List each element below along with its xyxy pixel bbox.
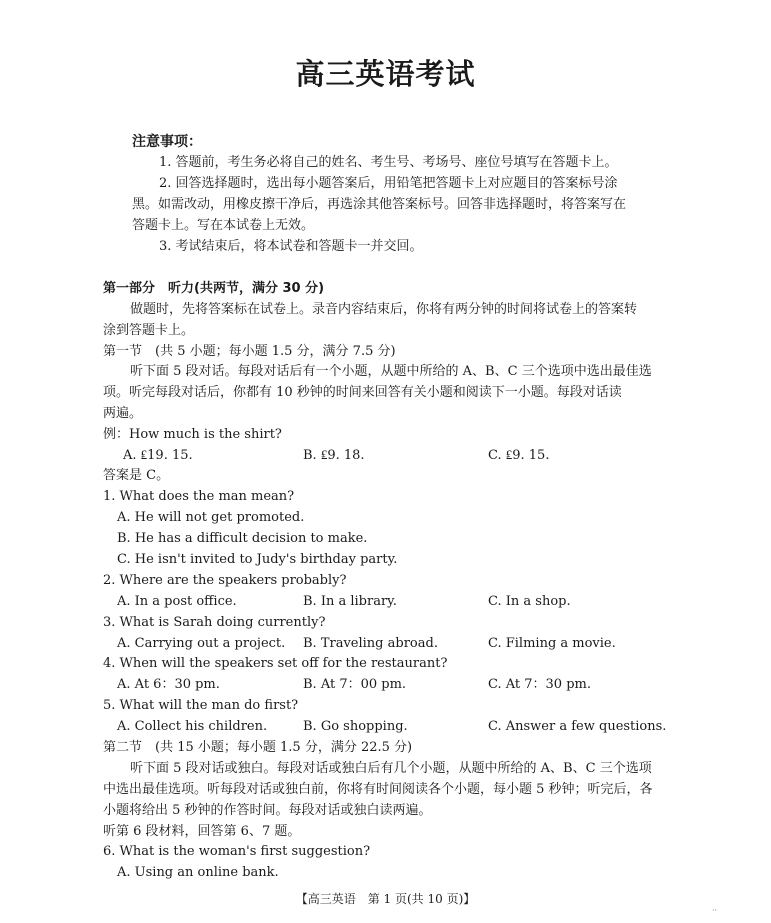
example-option-b: B. ₤9. 18. [303, 448, 365, 463]
question-2-option-a: A. In a post office. [117, 594, 237, 609]
question-3-option-a: A. Carrying out a project. [117, 636, 286, 651]
question-1-stem: 1. What does the man mean? [103, 489, 295, 504]
section2-intro-line-2: 中选出最佳选项。听每段对话或独白前，你将有时间阅读各个小题，每小题 5 秒钟；听完后，各 [103, 782, 653, 797]
part1-intro-line-1: 做题时，先将答案标在试卷上。录音内容结束后，你将有两分钟的时间将试卷上的答案转 [130, 302, 638, 317]
question-6-option-a: A. Using an online bank. [117, 865, 279, 880]
question-4-option-a: A. At 6：30 pm. [117, 677, 220, 692]
question-6-stem: 6. What is the woman's first suggestion? [103, 844, 371, 859]
example-question: 例：How much is the shirt? [103, 427, 282, 442]
section1-intro-line-1: 听下面 5 段对话。每段对话后有一个小题，从题中所给的 A、B、C 三个选项中选出最佳选 [130, 364, 652, 379]
part1-intro-line-2: 涂到答题卡上。 [103, 323, 195, 338]
notice-item-2-line-1: 2. 回答选择题时，选出每小题答案后，用铅笔把答题卡上对应题目的答案标号涂 [159, 176, 618, 191]
question-5-stem: 5. What will the man do first? [103, 698, 299, 713]
question-4-stem: 4. When will the speakers set off for the restaurant? [103, 656, 448, 671]
question-5-option-b: B. Go shopping. [303, 719, 408, 734]
question-3-option-b: B. Traveling abroad. [303, 636, 438, 651]
corner-mark: ·· [712, 906, 718, 915]
question-1-option-b: B. He has a difficult decision to make. [117, 531, 368, 546]
question-2-option-c: C. In a shop. [488, 594, 571, 609]
example-answer: 答案是 C。 [103, 468, 170, 483]
question-3-stem: 3. What is Sarah doing currently? [103, 615, 326, 630]
page-footer: 【高三英语 第 1 页(共 10 页)】 [295, 892, 476, 906]
notice-item-2-line-3: 答题卡上。写在本试卷上无效。 [132, 218, 315, 233]
notice-item-1: 1. 答题前，考生务必将自己的姓名、考生号、考场号、座位号填写在答题卡上。 [159, 155, 618, 170]
notice-item-3: 3. 考试结束后，将本试卷和答题卡一并交回。 [159, 239, 423, 254]
section1-heading: 第一节 (共 5 小题；每小题 1.5 分，满分 7.5 分) [103, 344, 396, 359]
question-4-option-c: C. At 7：30 pm. [488, 677, 591, 692]
question-5-option-c: C. Answer a few questions. [488, 719, 667, 734]
question-4-option-b: B. At 7：00 pm. [303, 677, 407, 692]
section1-intro-line-2: 项。听完每段对话后，你都有 10 秒钟的时间来回答有关小题和阅读下一小题。每段对话读 [103, 385, 622, 400]
part1-heading: 第一部分 听力(共两节，满分 30 分) [103, 281, 325, 296]
question-3-option-c: C. Filming a movie. [488, 636, 616, 651]
notice-item-2-line-2: 黑。如需改动，用橡皮擦干净后，再选涂其他答案标号。回答非选择题时，将答案写在 [132, 197, 627, 212]
example-option-a: A. ₤19. 15. [123, 448, 193, 463]
material-6-instruction: 听第 6 段材料，回答第 6、7 题。 [103, 824, 301, 839]
section2-intro-line-1: 听下面 5 段对话或独白。每段对话或独白后有几个小题，从题中所给的 A、B、C 三个选项 [130, 761, 652, 776]
exam-title: 高三英语考试 [295, 57, 476, 91]
question-2-option-b: B. In a library. [303, 594, 397, 609]
section2-intro-line-3: 小题将给出 5 秒钟的作答时间。每段对话或独白读两遍。 [103, 803, 432, 818]
example-option-c: C. ₤9. 15. [488, 448, 550, 463]
question-1-option-c: C. He isn't invited to Judy's birthday party. [117, 552, 398, 567]
section2-heading: 第二节 (共 15 小题；每小题 1.5 分，满分 22.5 分) [103, 740, 413, 755]
question-5-option-a: A. Collect his children. [117, 719, 268, 734]
notice-heading: 注意事项： [132, 134, 202, 150]
question-1-option-a: A. He will not get promoted. [117, 510, 305, 525]
section1-intro-line-3: 两遍。 [103, 406, 143, 421]
question-2-stem: 2. Where are the speakers probably? [103, 573, 347, 588]
